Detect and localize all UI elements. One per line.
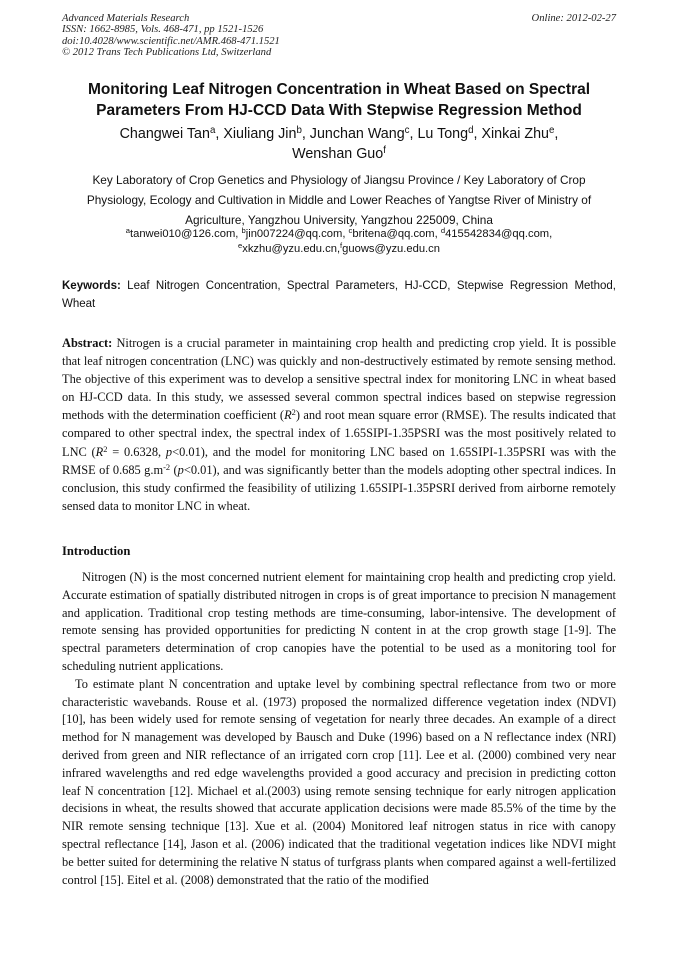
journal-copyright: © 2012 Trans Tech Publications Ltd, Switzerland	[62, 47, 272, 59]
author-affil-mark: d	[468, 125, 474, 137]
journal-name: Advanced Materials Research	[62, 13, 190, 24]
affiliation-line: Agriculture, Yangzhou University, Yangzhou 225009, China	[185, 213, 493, 227]
abstract-text: Nitrogen is a crucial parameter in maintaining crop health and predicting crop yield. It is possible that leaf nitrogen concentration (LNC) was quickly and non-destructively estimated by remote sensing method. The objective of this experiment was to develop a sensitive spectral index for monitoring LNC in wheat based on HJ-CCD data. In this study, we assessed several common spectral indices based on stepwise regression methods with the determination coefficient (	[62, 336, 616, 423]
affiliation-line: Physiology, Ecology and Cultivation in Middle and Lower Reaches of Yangtse River of Ministry of	[86, 193, 592, 207]
email-sep: ,	[342, 228, 349, 240]
journal-issn: ISSN: 1662-8985, Vols. 468-471, pp 1521-1526	[62, 24, 264, 36]
intro-paragraph: To estimate plant N concentration and uptake level by combining spectral reflectance from two or more characteristic wavebands. Rouse et al. (1973) proposed the normalized difference vegetation index (NDVI) [10], has been widely used for remote sensing of vegetation for nearly three decades. An example of a direct method for N management was developed by Bausch and Duke (1996) based on a N reflectance index (NRI) derived from green and NIR reflectance of an irrigated corn crop [11]. Lee et al. (2000) combined very near infrared wavelengths and red edge wavelengths provided a good accuracy and precision in predicting cotton leaf N concentration [12]. Michael et al.(2003) using remote sensing technique for early nitrogen application decisions in wheat, the results showed that accurate application decisions were made 85.5% of the time by the NIR remote sensing technique [13]. Xue et al. (2004) Monitored leaf nitrogen status in rice with canopy spectral reflectance [14], Jason et al. (2006) indicated that the traditional vegetation indices like NDVI might be better suited for determining the relative N status of turfgrass plants when compared against a well-fertilized control [15]. Eitel et al. (2008) demonstrated that the ratio of the modified	[62, 676, 616, 887]
author-affil-mark: c	[404, 125, 410, 137]
title-line-1: Monitoring Leaf Nitrogen Concentration in Wheat Based on Spectral	[87, 81, 591, 98]
email-address[interactable]: britena@qq.com	[352, 228, 435, 240]
journal-doi: doi:10.4028/www.scientific.net/AMR.468-471.1521	[62, 35, 280, 47]
email-mark: b	[241, 226, 246, 236]
intro-paragraph: Nitrogen (N) is the most concerned nutrient element for maintaining crop health and predicting crop yield. Accurate estimation of spatially distributed nitrogen in crops is of great importance to precision N management and application. Traditional crop testing methods are time-consuming, labor-intensive. The development of remote sensing has provided opportunities for predicting N content in at the crop growth stage [1-9]. The spectral parameters determination of crop canopies have the potential to be used as a monitoring tool for scheduling nutrient applications.	[62, 570, 616, 673]
author-sep: ,	[215, 126, 224, 142]
author-name: Junchan Wang	[309, 126, 405, 142]
affiliation-line: Key Laboratory of Crop Genetics and Physiology of Jiangsu Province / Key Laboratory of Crop	[92, 173, 586, 187]
email-sep: ,	[549, 228, 553, 240]
email-address[interactable]: guows@yzu.edu.cn	[342, 243, 440, 255]
author-affil-mark: e	[549, 125, 555, 137]
paper-title	[62, 79, 616, 121]
abstract-text: = 0.6328,	[107, 444, 166, 459]
abstract-symbol: p	[165, 444, 173, 459]
author-name: Changwei Tan	[119, 126, 210, 142]
abstract-text: <0.01), and the model for monitoring LNC based on 1.65SIPI-1.35PSRI was with the RMSE of 0.685 g.m	[62, 444, 617, 477]
author-name: Xiuliang Jin	[223, 126, 297, 142]
email-sep: ,	[336, 243, 341, 255]
email-address[interactable]: 415542834@qq.com	[445, 228, 550, 240]
author-affil-mark: f	[383, 145, 386, 157]
email-address[interactable]: xkzhu@yzu.edu.cn	[242, 243, 337, 255]
abstract-superscript: -2	[163, 461, 171, 472]
email-mark: e	[238, 241, 243, 251]
author-sep: ,	[301, 126, 310, 142]
abstract-text: (	[170, 462, 178, 477]
abstract-symbol: R	[284, 408, 292, 423]
abstract-label: Abstract:	[62, 336, 113, 350]
keywords-label: Keywords:	[62, 280, 121, 292]
author-name: Wenshan Guo	[292, 146, 384, 162]
title-line-2: Parameters From HJ-CCD Data With Stepwise Regression Method	[96, 102, 582, 119]
abstract-text: ) and root mean square error (RMSE). The results indicated that compared to other spectral index, the spectral index of 1.65SIPI-1.35PSRI was the most positively related to LNC (	[62, 408, 616, 459]
email-mark: f	[340, 241, 343, 251]
email-mark: a	[125, 226, 130, 236]
keywords-text: Leaf Nitrogen Concentration, Spectral Parameters, HJ-CCD, Stepwise Regression Method, Wheat	[62, 280, 616, 310]
email-mark: c	[348, 226, 353, 236]
email-sep: ,	[235, 228, 242, 240]
abstract-symbol: R	[95, 444, 104, 459]
section-heading-introduction: Introduction	[62, 544, 131, 558]
keywords	[62, 278, 616, 313]
email-sep: ,	[434, 228, 441, 240]
author-name: Lu Tong	[417, 126, 469, 142]
journal-header	[62, 13, 616, 59]
email-list	[62, 227, 616, 257]
author-affil-mark: b	[296, 125, 302, 137]
email-address[interactable]: jin007224@qq.com	[245, 228, 343, 240]
author-sep: ,	[473, 126, 482, 142]
introduction-body	[62, 569, 616, 889]
abstract-text: <0.01), and was significantly better than the models adopting other spectral indices. In conclusion, this study confirmed the feasibility of utilizing 1.65SIPI-1.35PSRI derived from airborne remotely sensed data to monitor LNC in wheat.	[62, 462, 616, 513]
abstract-superscript: 2	[291, 407, 296, 418]
online-date: Online: 2012-02-27	[531, 13, 616, 24]
author-name: Xinkai Zhu	[481, 126, 549, 142]
author-sep: ,	[409, 126, 418, 142]
author-list	[62, 124, 616, 164]
author-affil-mark: a	[209, 125, 216, 137]
email-address[interactable]: tanwei010@126.com	[130, 228, 236, 240]
author-sep: ,	[554, 126, 559, 142]
email-mark: d	[440, 226, 446, 236]
affiliation	[62, 170, 616, 230]
abstract	[62, 334, 616, 515]
abstract-symbol: p	[177, 462, 184, 477]
abstract-superscript: 2	[103, 443, 108, 454]
